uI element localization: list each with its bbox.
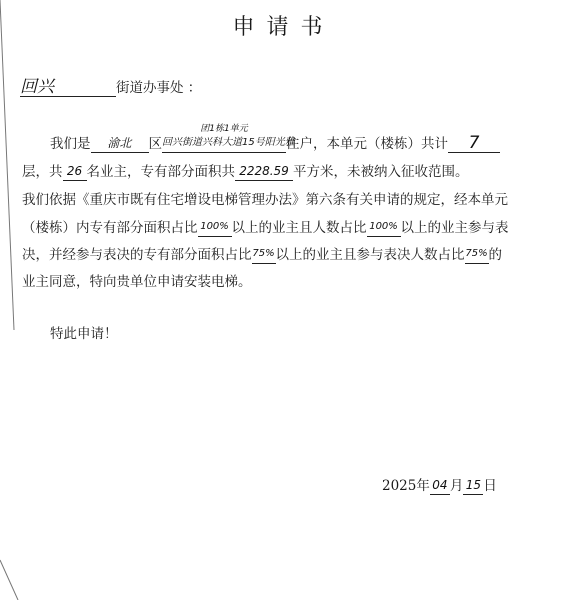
handwritten-owner-ratio: 100%: [367, 218, 401, 237]
text: 月: [449, 478, 464, 494]
handwritten-month: 04: [430, 476, 450, 495]
paragraph1-line2: [22, 162, 469, 181]
text: 平方米，未被纳入征收范围。: [293, 164, 469, 180]
date-year: 2025年: [382, 478, 430, 494]
paragraph2-line3: [22, 245, 502, 264]
text: 以上的业主且人数占比: [231, 220, 367, 236]
text: 区: [148, 136, 162, 152]
paragraph2-line4: [22, 273, 252, 291]
handwritten-subdistrict: 回兴: [20, 78, 116, 97]
handwritten-area: 2228.59: [235, 162, 293, 181]
text: （楼栋）内专有部分面积占比: [22, 220, 198, 236]
handwritten-unit: 团1栋1单元: [200, 124, 248, 134]
handwritten-address-text: 回兴街道兴科大道15号阳光雅: [162, 137, 295, 148]
document-title: 申请书: [232, 15, 335, 40]
text: 住户，本单元（楼栋）共计: [286, 136, 448, 152]
text: 以上的业主且参与表决人数占比: [275, 247, 465, 263]
handwritten-owner-count: 26: [63, 162, 87, 181]
handwritten-district: 渝北: [91, 134, 149, 153]
handwritten-vote-area-ratio: 75%: [252, 245, 276, 264]
paragraph2-line2: [22, 218, 509, 237]
text: 名业主，专有部分面积共: [86, 164, 235, 180]
date-line: [382, 476, 497, 495]
handwritten-vote-count-ratio: 75%: [465, 245, 489, 264]
addressee-line: [20, 78, 201, 97]
closing-line: 特此申请！: [50, 326, 118, 342]
text: 我们依据《重庆市既有住宅增设电梯管理办法》第六条有关申请的规定，经本单元: [22, 192, 508, 208]
addressee-suffix: 街道办事处 ：: [116, 80, 202, 96]
text: 日: [483, 478, 497, 494]
text: 我们是: [50, 136, 91, 152]
handwritten-address: [162, 124, 295, 153]
paragraph2-line1: [22, 191, 508, 209]
text: 决，并经参与表决的专有部分面积占比: [22, 247, 252, 263]
text: 业主同意，特向贵单位申请安装电梯。: [22, 274, 252, 290]
handwritten-area-ratio: 100%: [198, 218, 232, 237]
paragraph1-line1: [50, 124, 500, 153]
text: 以上的业主参与表: [400, 220, 509, 236]
text: 的: [488, 247, 502, 263]
text: 层，共: [22, 164, 63, 180]
handwritten-floors: 7: [448, 134, 500, 153]
handwritten-day: 15: [463, 476, 483, 495]
